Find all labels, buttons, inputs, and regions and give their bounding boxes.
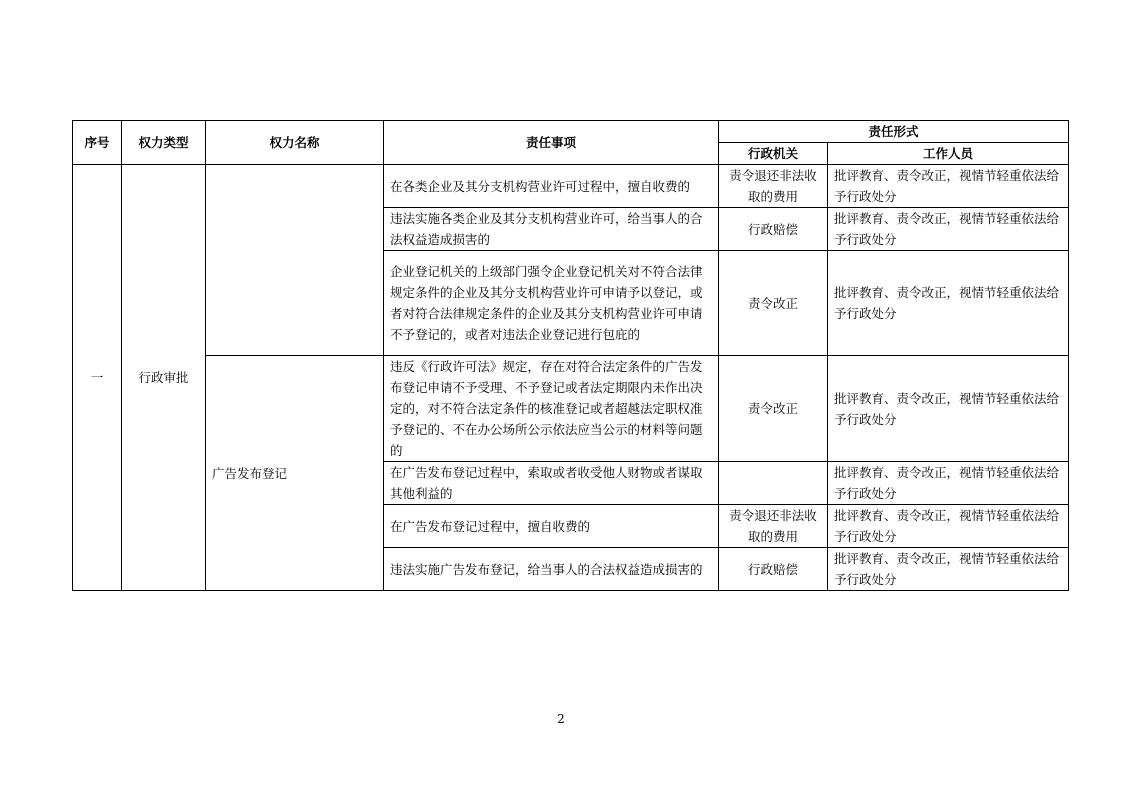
responsibility-table bbox=[72, 120, 1069, 591]
power-name-cell-empty bbox=[206, 165, 384, 356]
header-org: 行政机关 bbox=[719, 143, 828, 165]
header-matter: 责任事项 bbox=[384, 121, 719, 165]
matter-cell: 在各类企业及其分支机构营业许可过程中，擅自收费的 bbox=[384, 165, 719, 208]
table-row bbox=[73, 356, 1069, 462]
org-cell: 责令退还非法收取的费用 bbox=[719, 505, 828, 548]
power-name-cell: 广告发布登记 bbox=[206, 356, 384, 591]
power-type-cell: 行政审批 bbox=[122, 165, 206, 591]
matter-cell: 违反《行政许可法》规定，存在对符合法定条件的广告发布登记申请不予受理、不予登记或者法定期限内未作出决定的，对不符合法定条件的核准登记或者超越法定职权准予登记的、不在办公场所公示依法应当公示的材料等问题的 bbox=[384, 356, 719, 462]
staff-cell: 批评教育、责令改正，视情节轻重依法给予行政处分 bbox=[828, 548, 1069, 591]
matter-cell: 违法实施广告发布登记，给当事人的合法权益造成损害的 bbox=[384, 548, 719, 591]
matter-cell: 违法实施各类企业及其分支机构营业许可，给当事人的合法权益造成损害的 bbox=[384, 208, 719, 251]
matter-cell: 在广告发布登记过程中，擅自收费的 bbox=[384, 505, 719, 548]
org-cell: 行政赔偿 bbox=[719, 548, 828, 591]
table-row bbox=[73, 165, 1069, 208]
org-cell: 责令改正 bbox=[719, 356, 828, 462]
org-cell: 行政赔偿 bbox=[719, 208, 828, 251]
staff-cell: 批评教育、责令改正，视情节轻重依法给予行政处分 bbox=[828, 208, 1069, 251]
header-seq: 序号 bbox=[73, 121, 122, 165]
page-number: 2 bbox=[557, 712, 565, 726]
staff-cell: 批评教育、责令改正，视情节轻重依法给予行政处分 bbox=[828, 251, 1069, 356]
matter-cell: 企业登记机关的上级部门强令企业登记机关对不符合法律规定条件的企业及其分支机构营业许可申请予以登记，或者对符合法律规定条件的企业及其分支机构营业许可申请不予登记的，或者对违法企业登记进行包庇的 bbox=[384, 251, 719, 356]
org-cell bbox=[719, 462, 828, 505]
header-power-name: 权力名称 bbox=[206, 121, 384, 165]
staff-cell: 批评教育、责令改正，视情节轻重依法给予行政处分 bbox=[828, 165, 1069, 208]
staff-cell: 批评教育、责令改正，视情节轻重依法给予行政处分 bbox=[828, 356, 1069, 462]
matter-cell: 在广告发布登记过程中，索取或者收受他人财物或者谋取其他利益的 bbox=[384, 462, 719, 505]
org-cell: 责令改正 bbox=[719, 251, 828, 356]
header-form: 责任形式 bbox=[719, 121, 1069, 143]
seq-cell: 一 bbox=[73, 165, 122, 591]
header-power-type: 权力类型 bbox=[122, 121, 206, 165]
staff-cell: 批评教育、责令改正，视情节轻重依法给予行政处分 bbox=[828, 462, 1069, 505]
staff-cell: 批评教育、责令改正，视情节轻重依法给予行政处分 bbox=[828, 505, 1069, 548]
header-staff: 工作人员 bbox=[828, 143, 1069, 165]
org-cell: 责令退还非法收取的费用 bbox=[719, 165, 828, 208]
